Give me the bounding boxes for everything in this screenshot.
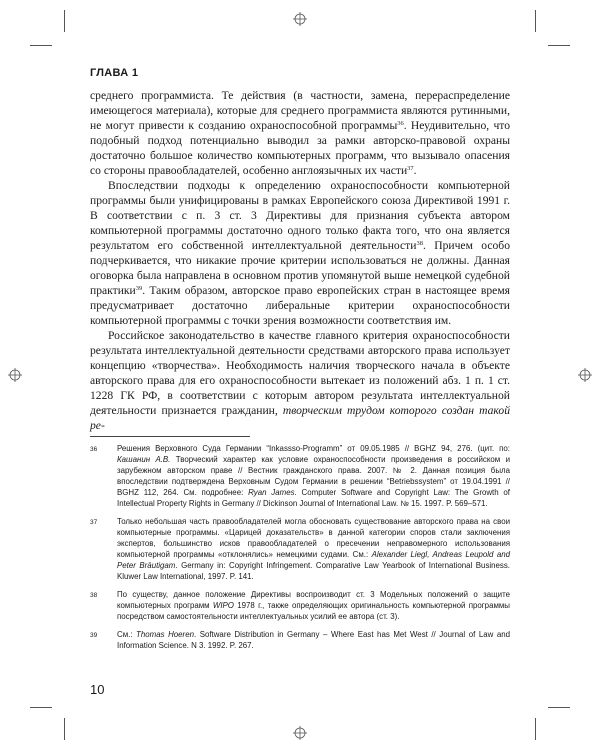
fn-text-part: См.: — [117, 630, 137, 639]
paragraph-1-text-a: среднего программиста. Те действия (в частности, замена, перераспределение имеющегося материала), которые для среднего программиста являются рутинными, не могут привести к созданию охраноспособной программы — [90, 89, 510, 132]
registration-mark-right-icon — [578, 368, 592, 382]
registration-mark-bottom-icon — [293, 726, 307, 740]
footnote-number: 39 — [90, 632, 98, 639]
registration-mark-top-icon — [293, 12, 307, 26]
paragraph-1-text-c: . — [413, 164, 417, 177]
crop-mark-top-right-h — [548, 45, 570, 46]
paragraph-2-text-c: . Таким образом, авторское право европейских стран в настоящее время предусматривает достаточно либеральные критерии охраноспособности компьютерной программы с точки зрения возможности соответствия им. — [90, 284, 510, 327]
chapter-heading: ГЛАВА 1 — [90, 67, 139, 79]
footnote-text — [117, 516, 510, 582]
fn-text-part: Только небольшая часть правообладателей могла обосновать существование авторского права на свои компьютерные программы. «Царицей доказательств» в данной категории споров стали заключения экспертов, большинство исков правообладателей о пресечении неправомерного использования компьютерной программы «отклонялись» немецкими судами. См.: — [117, 517, 510, 559]
fn-text-part: 1978 г., также определяющих оригинальность компьютерной программы посредством самостоятельности интеллектуальных усилий ее автора (ст. 3). — [117, 601, 510, 621]
footnote-ref-36[interactable]: 36 — [397, 120, 404, 127]
crop-mark-bottom-right-h — [548, 707, 570, 708]
footnotes — [90, 443, 510, 658]
fn-author: Ryan James — [248, 488, 295, 497]
paragraph-1 — [90, 88, 510, 178]
footnote-text — [117, 589, 510, 622]
footnote-divider — [90, 436, 250, 437]
paragraph-3 — [90, 328, 510, 433]
fn-text-part: Решения Верховного Суда Германии “Inkassso-Programm” от 09.05.1985 // BGHZ 94, 276. (цит. по: — [117, 444, 510, 453]
paragraph-2 — [90, 178, 510, 328]
fn-author: Кашанин А.В. — [117, 455, 171, 464]
fn-text-part: . Germany in: Copyright Infringement. Comparative Law Yearbook of International Business. Kluwer Law International, 1997. P. 141. — [117, 561, 510, 581]
footnote-37 — [90, 516, 510, 582]
crop-mark-top-left-v — [64, 10, 65, 32]
footnote-39 — [90, 629, 510, 651]
footnote-number: 38 — [90, 592, 98, 599]
fn-text-part: Творческий характер как условие охраноспособности произведения в российском и зарубежном авторском праве // Вестник гражданского права. 2007. № 2. Данная позиция была впоследствии подтверждена Верховным Судом Германии в решении “Betriebssystem” от 19.04.1991 // BGHZ 112, 264. См. подробнее: — [117, 455, 510, 497]
fn-text-part: По существу, данное положение Директивы воспроизводит ст. 3 Модельных положений о защите компьютерных программ — [117, 590, 510, 610]
footnote-ref-37[interactable]: 37 — [407, 165, 414, 172]
crop-mark-bottom-left-v — [64, 718, 65, 740]
paragraph-2-text-a: Впоследствии подходы к определению охраноспособности компьютерной программы были унифицированы в рамках Европейского союза Директивой 1991 г. В соответствии с п. 3 ст. 3 Директивы для признания субъекта автором компьютерной программы достаточно одного только факта того, что она является результатом его собственной интеллектуальной деятельности — [90, 179, 510, 252]
footnote-ref-38[interactable]: 38 — [416, 240, 423, 247]
fn-author: WIPO — [212, 601, 234, 610]
footnote-text — [117, 629, 510, 651]
paragraph-1-text-b: . Неудивительно, что подобный подход потенциально выводил за рамки авторско-правовой охраны достаточно большое количество компьютерных программ, что вызывало опасения со стороны правообладателей, особенно англоязычных их части — [90, 119, 510, 177]
crop-mark-bottom-left-h — [30, 707, 52, 708]
footnote-ref-39[interactable]: 39 — [135, 285, 143, 292]
footnote-text — [117, 443, 510, 509]
footnote-36 — [90, 443, 510, 509]
fn-author: Thomas Hoeren — [136, 630, 194, 639]
crop-mark-bottom-right-v — [535, 718, 536, 740]
crop-mark-top-right-v — [535, 10, 536, 32]
footnote-38 — [90, 589, 510, 622]
main-text — [90, 88, 510, 433]
paragraph-3-text: Российское законодательство в качестве главного критерия охраноспособности результата интеллектуальной деятельности средствами авторского права использует концепцию «творчества». Необходимость наличия творческого начала в объекте авторского права для его охраноспособности вытекает из положений абз. 1 п. 1 ст. 1228 ГК РФ, в соответствии с которым автором результата интеллектуальной деятельности признается гражданин, — [90, 329, 510, 417]
paragraph-2-text-b: . Причем особо подчеркивается, что никакие прочие критерии использоваться не должны. Данная оговорка была направлена в основном против упомянутой выше немецкой судебной практики — [90, 239, 511, 297]
registration-mark-left-icon — [8, 368, 22, 382]
fn-text-part: . Computer Software and Copyright Law: The Growth of Intellectual Property Rights in Germany // Dickinson Journal of International Law. № 15. 1997. P. 569–571. — [117, 488, 510, 508]
fn-text-part: . Software Distribution in Germany – Where East has Met West // Journal of Law and Information Science. N 3. 1992. P. 267. — [117, 630, 510, 650]
paragraph-3-italic: творческим трудом которого создан такой ре- — [90, 404, 510, 432]
footnote-number: 37 — [90, 519, 98, 526]
fn-author: Alexander Liegl, Andreas Leupold and Peter Bräutigam — [117, 550, 510, 570]
crop-mark-top-left-h — [30, 45, 52, 46]
footnote-number: 36 — [90, 446, 98, 453]
page-number: 10 — [90, 682, 105, 697]
